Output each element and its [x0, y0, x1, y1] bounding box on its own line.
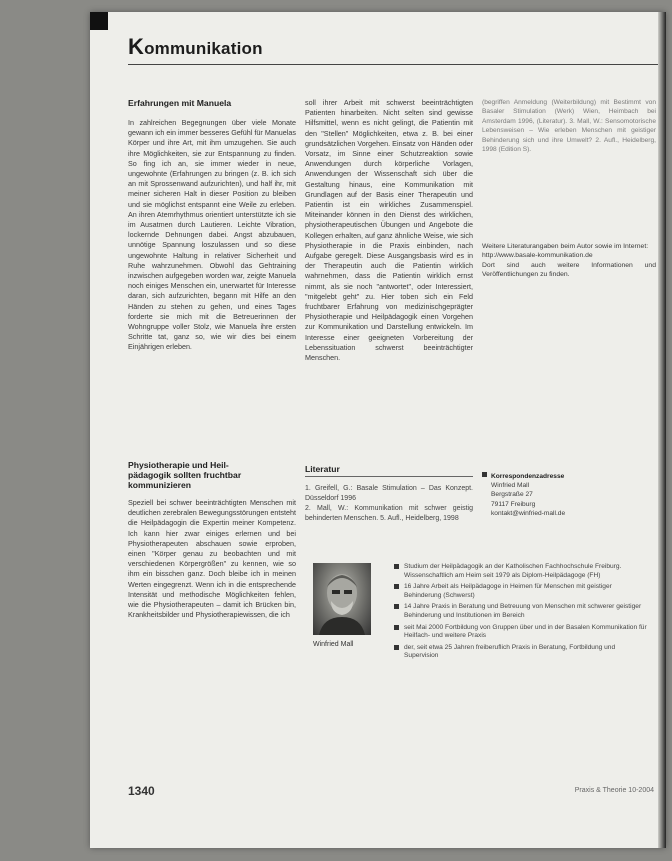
title-rule: [128, 64, 658, 65]
page-binding-shadow: [658, 12, 666, 848]
page-title: Kommunikation: [128, 34, 263, 59]
paragraph-physio: Speziell bei schwer beeinträchtigten Menschen mit deutlichen zerebralen Bewegungsstörungen entsteht die Heilpädagogin die Expertin meiner Kompetenz. Ich kann hier zwar einiges erlernen und bei Physiotherapeuten abschauen sowie erproben, einen "Körper genau zu beobachten und mit verschiedenen Körpergrößen" zu kennen, wie so ihm ein bisschen ganz. Doch bleibe ich in meinen Werten eingegrenzt. Wenn ich in die entsprechende Intensität und methodische Möglichkeiten fehlen, wie die Physiotherapeuten – damit ich Brücken bin, Krankheitsbilder und Physiotherapiewissen, die ich: [128, 498, 296, 620]
literature-list: [305, 484, 473, 524]
bio-item: 14 Jahre Praxis in Beratung und Betreuung von Menschen mit schwerer geistiger Behinderung und Institutionen im Bereich: [394, 603, 649, 620]
literature-item-2: 2. Mall, W.: Kommunikation mit schwer geistig behinderten Menschen. 5. Aufl., Heidelberg, 1998: [305, 505, 473, 522]
author-box: [306, 559, 652, 679]
author-portrait-icon: [313, 563, 371, 635]
bio-item: 16 Jahre Arbeit als Heilpädagoge in Heimen für Menschen mit geistiger Behinderung (Schwerst): [394, 583, 649, 600]
bio-item: Studium der Heilpädagogik an der Katholischen Fachhochschule Freiburg. Wissenschaftlich am Heim seit 1979 als Diplom-Heilpädagoge (FH): [394, 563, 649, 580]
footer-journal: Praxis & Theorie 10-2004: [574, 787, 654, 794]
literature-rule: [305, 476, 473, 477]
bullet-icon: [394, 645, 399, 650]
bullet-icon: [394, 564, 399, 569]
contact-street: Bergstraße 27: [491, 491, 533, 499]
contact-email[interactable]: kontakt@winfried-mall.de: [491, 509, 566, 517]
page-number: 1340: [128, 784, 155, 798]
references-continued: (begriffen Anmeldung (Weiterbildung) mit Bestimmt von Basaler Stimulation (Werk) Wien, Heimbach bei Amsterdam 1996, (Literatur). 3. Mall, W.: Sensomotorische Lebensweisen – Wie erleben Menschen mit geistiger Behinderung sich und ihre Umwelt? 2. Aufl., Heidelberg, 1998 (Edition S).: [482, 99, 656, 154]
bio-item: der, seit etwa 25 Jahren freiberuflich Praxis in Beratung, Fortbildung und Supervision: [394, 644, 649, 661]
bullet-icon: [394, 625, 399, 630]
section-heading-physio-line2: pädagogik sollten fruchtbar: [128, 470, 242, 480]
paragraph-continued: soll ihrer Arbeit mit schwerst beeinträchtigten Patienten hinarbeiten. Nicht selten sind gewisse Hilfsmittel, wenn es nicht gelingt, die Patientin mit den "Stellen" Möglichkeiten, etwa z. B. bei einer grundsätzlichen Vorgehen. Einsatz von Händen oder Vorsatz, im Sinne einer Schutzreaktion sowie Anwendungen durch körperliche Vorlagen, Anwendungen der Wissenschaft sich über die Gestaltung hinaus, eine Kommunikation mit Grundlagen auf der Basis einer Therapeutin und Patientin ist ein wirkliches Zusammenspiel. Miteinander können in den Dienst des wirklichen, physiotherapeutischen Übungen und Angebote die Kollegen erhalten, auf ganz ähnliche Weise, wie sich Physiotherapie in die Praxis einbinden, nach Aufgabe geregelt. Diese Ausgangsbasis wird es in der Therapeutin auch die Patientin wirklich wahrnehmen, dass die Patientin wirklich ernst nimmt, als sie noch "antwortet", oder Interessiert, "mitgelebt geht" zu. Hier toben sich ein Feld fruchtbarer Erfahrung von medizinischgeprägter Physiotherapie und Heilpädagogik einen Vorgehen zur Kommunikation und Darstellung entwickeln. Im Interesse einer geeigneten Vorbereitung der Lebenssituation schwerst beeinträchtigter Menschen.: [305, 98, 473, 363]
paragraph-experiences: In zahlreichen Begegnungen über viele Monate gewann ich ein immer besseres Gefühl für Manuelas Körper und ihre Art, mit ihm umzugehen. Sie auch ihre Möglichkeiten, sie zur Entspannung zu finden. So fing ich an, sie immer wieder in neue, ungewohnte (Erfahrungen zu bringen (z. B. ich sich an mit Sprossenwand aufzurichten), und half ihr, mit meiner sicheren Halt in dieser Position zu bleiben und sie möglichst entspannt eine Weile zu erleben. An ihren Atemrhythmus orientiert unterstützte ich sie im Ausatmen durch Lautieren. Leichte Vibration, lockernde Dehnungen dabei. Angst abzubauen, unnötige Spannung loszulassen und so diese ungewohnte Haltung in relativer Sicherheit und Ruhe wahrzunehmen. Obwohl das Gehtraining inzwischen aufgegeben worden war, zeigte Manuela noch einiges Menschen ein, unerwartet für Interesse daran, sich aufzurichten, begann mit Hilfe an den Händen zu stehen zu gehen, und eines Tages forderte sie mich mit die Betreuerinnen der Wohngruppe voller Stolz, wie Manuela ihre ersten Schritte tat, ganz so, wie wir dies bei einem Einjährigen erleben.: [128, 118, 296, 352]
bullet-icon: [394, 604, 399, 609]
author-caption: Winfried Mall: [313, 641, 354, 648]
bullet-icon: [394, 584, 399, 589]
section-heading-physio-line3: kommunizieren: [128, 480, 192, 490]
document-page: [90, 12, 666, 848]
contact-block: [482, 472, 656, 518]
info-text-2: Dort sind auch weitere Informationen und Veröffentlichungen zu finden.: [482, 261, 656, 279]
page-corner-mark: [90, 12, 108, 30]
column-1: [128, 98, 296, 353]
column-2: [305, 98, 473, 363]
author-photo: [313, 563, 371, 635]
literature-block: [305, 464, 473, 474]
contact-heading: Korrespondenzadresse: [491, 473, 565, 480]
contact-city: 79117 Freiburg: [491, 500, 536, 508]
column-3-info: [482, 242, 656, 280]
contact-name: Winfried Mall: [491, 482, 530, 490]
column-1-lower: [128, 460, 296, 620]
literature-heading: Literatur: [305, 464, 340, 474]
info-text-1: Weitere Literaturangaben beim Autor sowie im Internet:: [482, 243, 649, 250]
column-3-references: [482, 98, 656, 154]
author-bio: [394, 563, 649, 664]
info-url[interactable]: http://www.basale-kommunikation.de: [482, 252, 593, 260]
section-heading-experiences: Erfahrungen mit Manuela: [128, 98, 232, 108]
contact-bullet-icon: [482, 472, 487, 477]
bio-item: seit Mai 2000 Fortbildung von Gruppen über und in der Basalen Kommunikation für Heilfach- und weitere Praxis: [394, 624, 649, 641]
literature-item-1: 1. Greifell, G.: Basale Stimulation – Das Konzept. Düsseldorf 1996: [305, 485, 473, 502]
section-heading-physio-line1: Physiotherapie und Heil-: [128, 460, 229, 470]
